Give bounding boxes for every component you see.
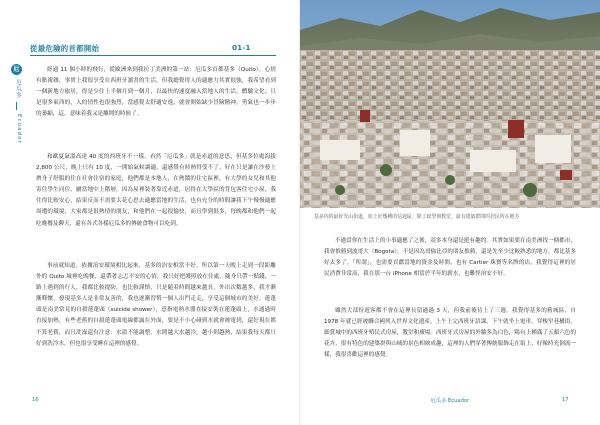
right-page [300,0,600,425]
side-tab [11,64,25,144]
side-tab-chinese: 厄瓜多 [15,79,21,99]
paragraph-2: 和歐夏氣溫高達 40 度的西班牙不一樣，看然「厄瓜多」就是赤道的意思，但基多位處海拔 2,800 公尺，晚上只有 10 度，一開始氣候調適，還感覺有時熱得受不了。好在只是讓在沙發上擠身子舒服的住在社會住宿的家庭，他們都是本地人，在熱鬧的住宅區裡，有大學的女兒和其他寄住學生同住，屬當地中上階層，因為屋裡裝著靠近赤道，居得在大學區的背包客住宅小屋，我住得比較安心，結果反而不需要太花心思去適應當地的生活，也有充分的時間讓我下午慢慢適應周遭的環境，大家都是很熱情的朋友，和他們在一起很愉快，而且學到很多，每晚都和他們一起吃晚餐及聊天，還有各式各樣厄瓜多的傳統食物可以吃到。 [36,154,276,227]
paragraph-3: 事前就知道，依據治安環境相比起來，基多的治安相當不好。所以第一天晚上走到一段距離外的 Quito 城裡吃晚餐，還帶著忐忑不安的心情，我只好把護照放在住處，隨身只帶一點錢，一路上遇到的行人，我都比較提防，也比較謹慎，只是隨着時間越來越長，外出次數越多，我才漸漸釋懷，發現基多人是非常友善的，我也逐漸習慣一個人出門走走，享受這個城市的美好。蓮蓬頭是南美常見的自殺蓮蓬頭（suicide shower），意指電熱水器直接安裝在蓮蓬頭上，水通過時直接加熱，有些老舊的自殺蓮蓬頭電線都露在外面，要是不小心碰到水就會被電到，還好現在都不算老舊，而且洗澡還有注意：水溫不能調整，水開越大水越冷，越小則越熱，結果我每天都只好到洗冷水，但也很享受睡在這裡的感覺。 [36,263,276,347]
page-number-left: 16 [32,397,39,403]
section-title: 從最危險的首都開始 [30,44,100,53]
quito-cityscape-image [300,0,600,208]
chapter-badge: 厄 [11,64,22,75]
section-number: 01-1 [232,43,251,52]
paragraph-1: 經過 11 個小時的飛行，從歐洲來到我拉丁美洲的第一站：厄瓜多首都基多（Quito）。心情有點複雜，事實上我很享受在西班牙讀書的生活，但我總覺得人的適應力其實很強，我希望看到一個新地方旅居，得是少住上半個月到一個月，以最快的速度融入當地人的生活，體驗文化；只是很多東西的，入的情性也很強烈，當感覺太舒適安逸，就會開始缺少冒險精神，勇氣也一步步的萎縮，這，意味着我又是離開的時候了。 [36,67,276,118]
side-tab-english: Ecuador [16,113,22,144]
photo-caption: 基多內的最好光山街道，加上好幾種的信通區，除了政學與教堂，最有建築群間的居民所在地方 [314,214,520,220]
paragraph-5: 雖然大部份遊客都不會在這裡長留過過 3 天，但我前後待上了三週。我覺得基多的舊城區，自 1978 年就已經被聯合國列入世界文化遺產。上午上完西班牙語課，下午就坐上電車，穿梭窄巷構街，細賞城中的西班牙殖民式房屋，教堂和廣場。西班牙式房屋的外牆多為白色，陽台上種滿了五顏六色的花卉，很有特色的建築群與山城的景色相映成趣，這裡的人們穿著傳統服飾走在街上，好像時光倒流一樣，我很喜歡這裡的感覺。 [324,308,576,359]
page-number-right: 17 [562,397,569,403]
page-footer: 厄瓜多 Ecuador [430,398,470,404]
side-tab-divider [16,102,17,110]
city-photo [300,0,600,208]
paragraph-4: 不過當你在生活上的小事適應了之後，基多本身還是挺有趣的。其實如果要在南美洲找一個都市，我會推薦到波哥大（Bogota），不是因為哥倫比亞的朋友推薦，還是先至少比較熟悉的地方，都比基多好太多了。「所謂」，也需要貢獻當地的資金及時間，也有 Cartier 珠寶等名牌的店，我覺得這裡的居民消費非常高，我在那一台 iPhone 相當於半年的薪水，也難怪治安不好。 [324,238,576,278]
title-rule [30,55,276,56]
